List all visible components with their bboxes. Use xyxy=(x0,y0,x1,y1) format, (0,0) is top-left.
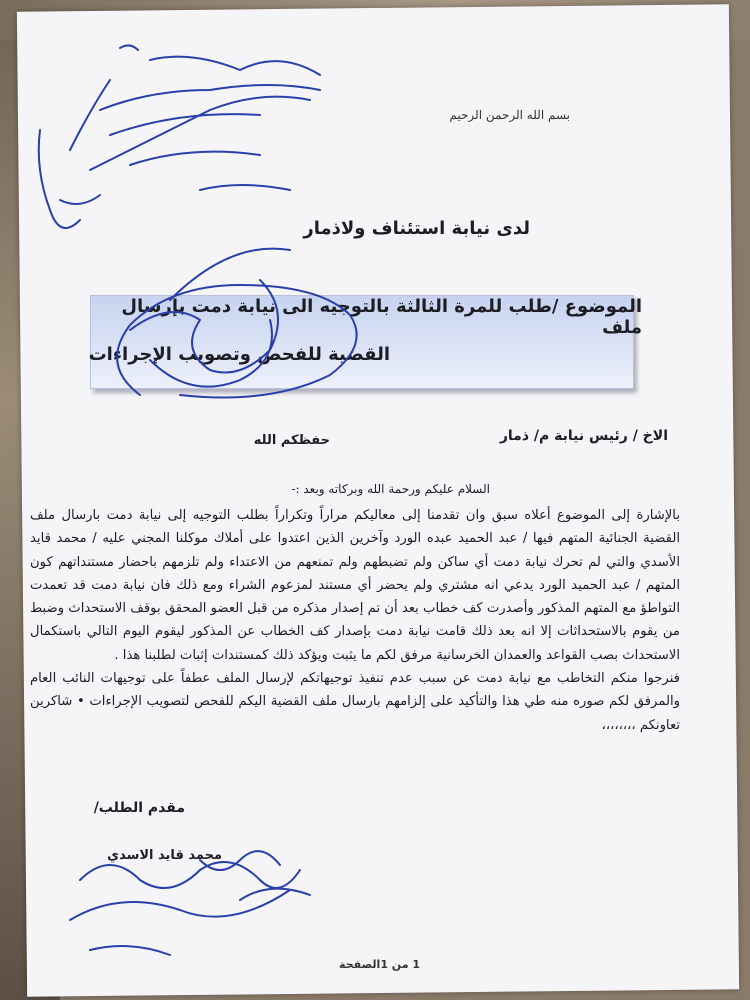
addressee-heading: لدى نيابة استئناف ولاذمار xyxy=(303,218,530,239)
blessing-line: حفظكم الله xyxy=(253,433,330,448)
body-paragraph-1: بالإشارة إلى الموضوع أعلاه سبق وان تقدمنا إلى معاليكم مراراً وتكراراً بطلب التوجيه إلى نيابة دمت بارسال ملف القضية الجنائية المتهم فيها / عبد الحميد عبده الورد وآخرين الذين اعتدوا على أملاك موكلنا المجني عليه / محمد قايد الأسدي والتي لم تحرك نيابة دمت أي ساكن ولم تضبطهم ولم تمنعهم من الاعتداء ولم تلزمهم باحضار مستنداتهم كون المتهم / عبد الحميد الورد يدعي انه مشتري ولم يحضر أي مستند لمزعوم الشراء ومع ذلك فان نيابة دمت قد تعمدت التواطؤ مع المتهم المذكور وأصدرت كف خطاب بعد أن تم إصدار مذكره من قبل العضو المحقق بوقف الاستحداث وضبط من يقوم بالاستحداثات إلا انه بعد ذلك قامت نيابة دمت بإصدار كف الخطاب عن المذكور ليقوم اليوم التالي باستكمال الاستحداث بصب القواعد والعمدان الخرسانية مرفق لكم ما يثبت ويؤكد ذلك كمستندات إثبات لطلبنا هذا . xyxy=(30,508,680,663)
basmala: بسم الله الرحمن الرحيم xyxy=(449,108,570,122)
signature-title: مقدم الطلب/ xyxy=(93,800,185,816)
subject-line-2: القضية للفحص وتصويب الإجراءات xyxy=(88,344,390,365)
subject-line-1: الموضوع /طلب للمرة الثالثة بالتوجيه الى نيابة دمت بإرسال ملف xyxy=(121,296,642,338)
greeting-line: السلام عليكم ورحمة الله وبركاته وبعد :- xyxy=(291,482,490,496)
body-paragraph-2: فنرجوا منكم التخاطب مع نيابة دمت عن سبب عدم تنفيذ توجيهاتكم لإرسال الملف عطفاً على توجيهات النائب العام والمرفق لكم صوره منه طي هذا والتأكيد على إلزامهم بارسال ملف القضية اليكم للفحص لتصويب الإجراءات • شاكرين تعاونكم ،،،،،،،، xyxy=(30,671,680,733)
page-number: 1 من 1الصفحة xyxy=(339,958,420,971)
letter-body xyxy=(30,504,680,737)
signature-name: محمد قايد الاسدي xyxy=(107,848,222,863)
recipient-line: الاخ / رئيس نيابة م/ ذمار xyxy=(499,428,668,444)
